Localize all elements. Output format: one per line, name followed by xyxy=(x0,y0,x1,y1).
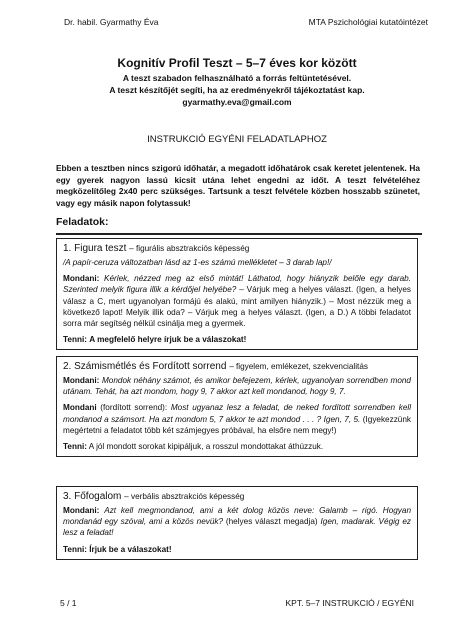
footer-label: KPT. 5–7 INSTRUKCIÓ / EGYÉNI xyxy=(285,598,414,608)
para-text-rest: (helyes választ megadja) xyxy=(225,517,318,527)
task-number: 2. xyxy=(63,361,72,372)
para-text: Most ugyanaz lesz a feladat, de neked fordított sorrendben kell mondanod a számsort. Ha azt mondom 5, 7 akkor te azt mondod . . . ? Igen, 7, 5. xyxy=(63,403,412,424)
task-paragraph xyxy=(63,505,411,539)
para-label-suffix: (fordított sorrend): xyxy=(100,403,168,413)
task-name: Figura teszt xyxy=(74,243,127,254)
task-paragraph xyxy=(63,544,411,555)
para-label: Mondani xyxy=(63,403,97,413)
task-box-3 xyxy=(56,486,418,560)
task-box-2 xyxy=(56,356,418,457)
para-text: A jól mondott sorokat kipipáljuk, a rosszul mondottakat áthúzzuk. xyxy=(88,442,324,452)
para-text-rest: (Igyekezzünk megértetni a feladatot több két számjegyes próbával, ha elsőre nem megy!) xyxy=(63,414,412,435)
subtitle-line-2: A teszt készítőjét segíti, ha az eredményekről tájékoztatást kap. xyxy=(109,85,365,95)
task-description: – verbális absztrakciós képesség xyxy=(124,492,245,501)
document-title: Kognitív Profil Teszt – 5–7 éves kor között xyxy=(117,56,357,70)
task-paragraph xyxy=(63,273,411,329)
task-box-1 xyxy=(56,238,418,350)
para-label: Mondani: xyxy=(63,274,100,284)
task-title xyxy=(63,243,411,255)
task-title xyxy=(63,491,411,503)
contact-email: gyarmathy.eva@gmail.com xyxy=(182,97,292,107)
para-text: Kérlek, nézzed meg az első mintát! Láthatod, hogy hiányzik belőle egy darab. Szerinted melyik figura illik a kérdőjel helyébe? xyxy=(63,274,411,295)
task-title xyxy=(63,361,411,373)
para-label: Tenni: xyxy=(63,442,87,452)
task-name: Számismétlés és Fordított sorrend xyxy=(74,361,227,372)
header-institute: MTA Pszichológiai kutatóintézet xyxy=(308,17,428,27)
para-label: Mondani: xyxy=(63,376,100,385)
para-text-end: Igen, madarak. Végig ez lesz a feladat! xyxy=(63,517,411,538)
intro-paragraph: Ebben a tesztben nincs szigorú időhatár, a megadott időhatárok csak keretet jelentenek. Ha egy gyerek nagyon lassú kicsit utána lehet engedni az időt. A teszt felvételéhez megközelítőleg 2x40 perc szükséges. Tartsunk a teszt felvétele közben hosszabb szünetet, vagy egy másik napon folytassuk! xyxy=(56,163,420,208)
subtitle-line-1: A teszt szabadon felhasználható a forrás feltüntetésével. xyxy=(122,73,352,83)
task-number: 3. xyxy=(63,491,72,502)
task-paragraph xyxy=(63,375,411,397)
task-number: 1. xyxy=(63,243,72,254)
task-paragraph xyxy=(63,334,411,345)
instruction-heading: INSTRUKCIÓ EGYÉNI FELADATLAPHOZ xyxy=(147,134,327,145)
para-text: A megfelelő helyre írjuk be a válaszokat! xyxy=(89,335,247,345)
header-author: Dr. habil. Gyarmathy Éva xyxy=(64,17,159,27)
heading-rule xyxy=(56,233,422,235)
task-description: – figurális absztrakciós képesség xyxy=(129,244,250,253)
task-note: /A papír-ceruza változatban lásd az 1-es számú mellékletet – 3 darab lap!/ xyxy=(63,258,332,267)
para-label: Tenni: xyxy=(63,335,87,345)
para-label: Tenni: xyxy=(63,544,87,554)
task-name: Főfogalom xyxy=(74,491,122,502)
page-number: 5 / 1 xyxy=(60,598,77,608)
tasks-heading: Feladatok: xyxy=(56,216,109,228)
para-text: Írjuk be a válaszokat! xyxy=(89,544,172,554)
para-text: Azt kell megmondanod, ami a két dolog közös neve: Galamb – rigó. Hogyan mondanád egy szóval, ami a közös nevük? xyxy=(63,506,411,527)
para-label: Mondani: xyxy=(63,506,100,515)
task-paragraph xyxy=(63,441,411,452)
task-description: – figyelem, emlékezet, szekvencialitás xyxy=(229,362,368,371)
para-text-rest: – Várjuk meg a helyes választ. (Igen, a helyes válasz a C, mert ugyanolyan formájú és alakú, mint amilyen hiányzik.) – Most nézzük meg a következő lapot! Melyik illik oda? – Várjuk meg a helyes választ. (Igen, a D.) A többi feladatot sorra már segítség nélkül csinálja meg a gyermek. xyxy=(63,285,411,329)
para-text: Mondok néhány számot, és amikor befejezem, kérlek, ugyanolyan sorrendben mond utánam. Tehát, ha azt mondom, hogy 9, 7 akkor azt kell mondanod, hogy 9, 7. xyxy=(63,376,411,397)
task-paragraph xyxy=(63,402,411,436)
